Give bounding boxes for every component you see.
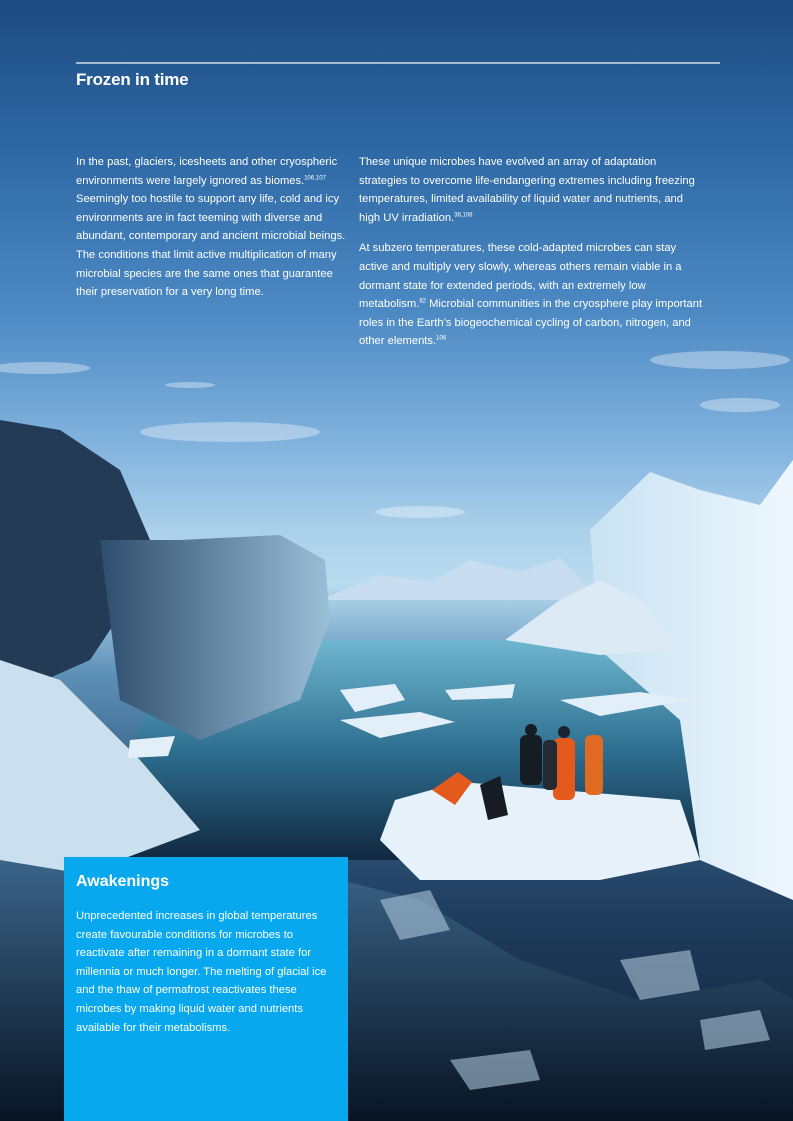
header-divider	[76, 62, 720, 64]
reference-superscript: 106	[436, 335, 447, 342]
right-text-column	[359, 153, 703, 363]
callout-title: Awakenings	[76, 873, 170, 890]
left-text-column	[76, 153, 348, 314]
awakenings-callout-box	[64, 857, 348, 1121]
right-paragraph-2-text-end: Microbial communities in the cryosphere play important roles in the Earth’s biogeochemical cycling of carbon, nitrogen, and other elements.	[359, 298, 703, 348]
reference-superscript: 38,108	[454, 212, 473, 219]
left-paragraph-text-end: Seemingly too hostile to support any life, cold and icy environments are in fact teeming with diverse and abundant, contemporary and ancient microbial beings. The conditions that limit active multiplication of many microbial species are the same ones that guarantee their preservation for a very long time.	[76, 193, 346, 299]
reference-superscript: 82	[419, 298, 426, 305]
right-paragraph-2-text-start: At subzero temperatures, these cold-adapted microbes can stay active and multiply very slowly, whereas others remain viable in a dormant state for extended periods, with an extremely low metabolism.	[359, 242, 682, 311]
right-paragraph-2	[359, 239, 703, 351]
section-title: Frozen in time	[76, 70, 189, 89]
left-paragraph	[76, 153, 348, 302]
reference-superscript: 106,107	[304, 174, 326, 181]
right-paragraph-1-text: These unique microbes have evolved an array of adaptation strategies to overcome life-endangering extremes including freezing temperatures, limited availability of liquid water and nutrients, and high UV irradiation.	[359, 156, 695, 224]
left-paragraph-text-start: In the past, glaciers, icesheets and other cryospheric environments were largely ignored as biomes.	[76, 156, 338, 187]
right-paragraph-1	[359, 153, 703, 227]
callout-body: Unprecedented increases in global temperatures create favourable conditions for microbes to reactivate after remaining in a dormant state for millennia or much longer. The melting of glacial ice and the thaw of permafrost reactivates these microbes by making liquid water and nutrients available for their metabolisms.	[76, 910, 327, 1034]
